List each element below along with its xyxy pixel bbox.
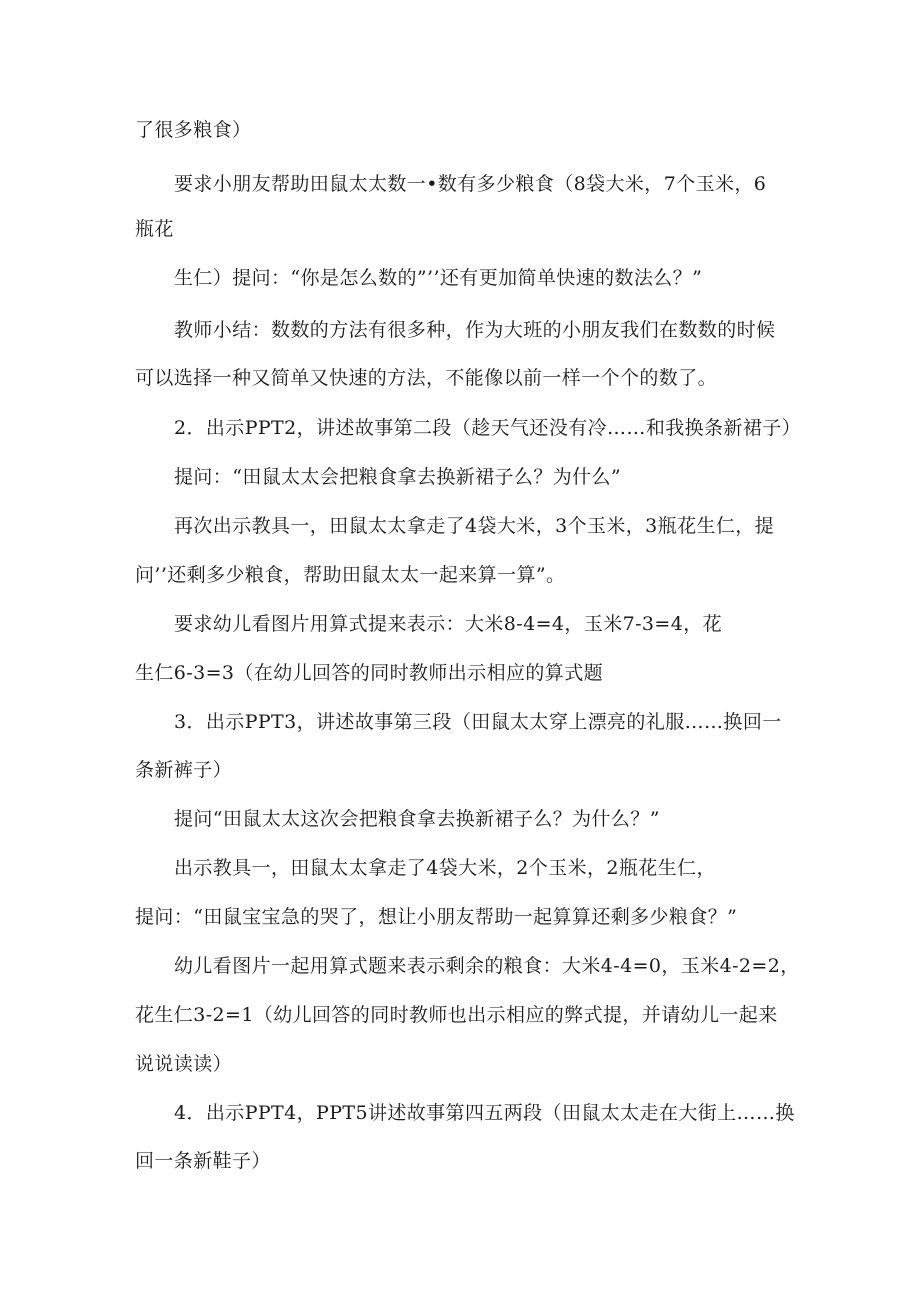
text-line: 生仁6-3=3（在幼儿回答的同时教师出示相应的算式题 [135, 662, 604, 684]
text-line: 2．出示PPT2，讲述故事第二段（趁天气还没有冷……和我换条新裙子） [174, 417, 802, 439]
text-line: 3．出示PPT3，讲述故事第三段（田鼠太太穿上漂亮的礼服……换回一 [174, 711, 782, 733]
text-line: 要求幼儿看图片用算式提来表示：大米8-4=4，玉米7-3=4，花 [174, 613, 723, 635]
text-line: 要求小朋友帮助田鼠太太数一•数有多少粮食（8袋大米，7个玉米，6 [174, 173, 767, 195]
text-line: 回一条新鞋子） [135, 1150, 271, 1172]
text-line: 出示教具一，田鼠太太拿走了4袋大米，2个玉米，2瓶花生仁， [174, 857, 716, 879]
text-line: 提问：“田鼠太太会把粮食拿去换新裙子么？为什么” [174, 466, 622, 488]
text-line: 再次出示教具一，田鼠太太拿走了4袋大米，3个玉米，3瓶花生仁，提 [174, 515, 775, 537]
text-line: 可以选择一种又简单又快速的方法，不能像以前一样一个个的数了。 [135, 367, 718, 389]
text-line: 教师小结：数数的方法有很多种，作为大班的小朋友我们在数数的时候 [174, 319, 776, 341]
text-line: 条新裤子） [135, 759, 233, 781]
text-line: 4．出示PPT4，PPT5讲述故事第四五两段（田鼠太太走在大街上……换 [174, 1102, 795, 1124]
text-line: 提问：“田鼠宝宝急的哭了，想让小朋友帮助一起算算还剩多少粮食？” [135, 906, 738, 928]
text-line: 说说读读） [135, 1053, 233, 1075]
text-line: 提问“田鼠太太这次会把粮食拿去换新裙子么？为什么？” [174, 808, 660, 830]
text-line: 生仁）提问：“你是怎么数的”’’还有更加简单快速的数法么？” [174, 267, 703, 289]
text-line: 了很多粮食） [135, 119, 252, 141]
text-line: 幼儿看图片一起用算式题来表示剩余的粮食：大米4-4=0，玉米4-2=2， [174, 955, 800, 977]
text-line: 瓶花 [135, 218, 174, 240]
text-line: 花生仁3-2=1（幼儿回答的同时教师也出示相应的弊式提，并请幼儿一起来 [135, 1004, 778, 1026]
text-line: 问’’还剩多少粮食，帮助田鼠太太一起来算一算”。 [135, 564, 566, 586]
